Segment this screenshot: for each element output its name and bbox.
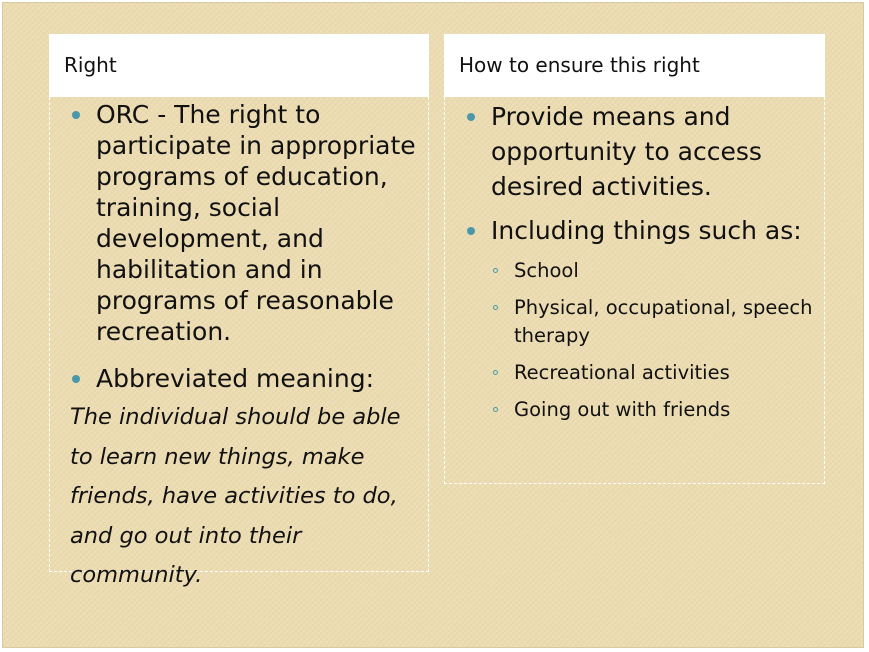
- right-content-box: [49, 97, 429, 588]
- ensure-right-content-box: [444, 97, 825, 484]
- right-column-panel: [49, 34, 429, 588]
- examples-sub-list: [514, 257, 819, 433]
- abbreviated-meaning-text: The individual should be able to learn new things, make friends, have activities to do, and go out into their community.: [70, 404, 401, 588]
- list-item: School: [514, 257, 819, 285]
- list-item: Provide means and opportunity to access desired activities.: [491, 99, 821, 204]
- list-item: Abbreviated meaning:: [96, 363, 426, 394]
- list-item: ORC - The right to participate in appropriate programs of education, training, social development, and habilitation and in programs of reasonable recreation.: [96, 99, 426, 347]
- list-item: Recreational activities: [514, 359, 819, 387]
- list-item: Going out with friends: [514, 396, 819, 424]
- right-header: Right: [49, 34, 429, 97]
- slide: [2, 2, 864, 648]
- list-item: Physical, occupational, speech therapy: [514, 294, 819, 350]
- ensure-right-header: How to ensure this right: [444, 34, 825, 97]
- list-item: Including things such as:: [491, 213, 821, 248]
- ensure-right-column-panel: [444, 34, 825, 484]
